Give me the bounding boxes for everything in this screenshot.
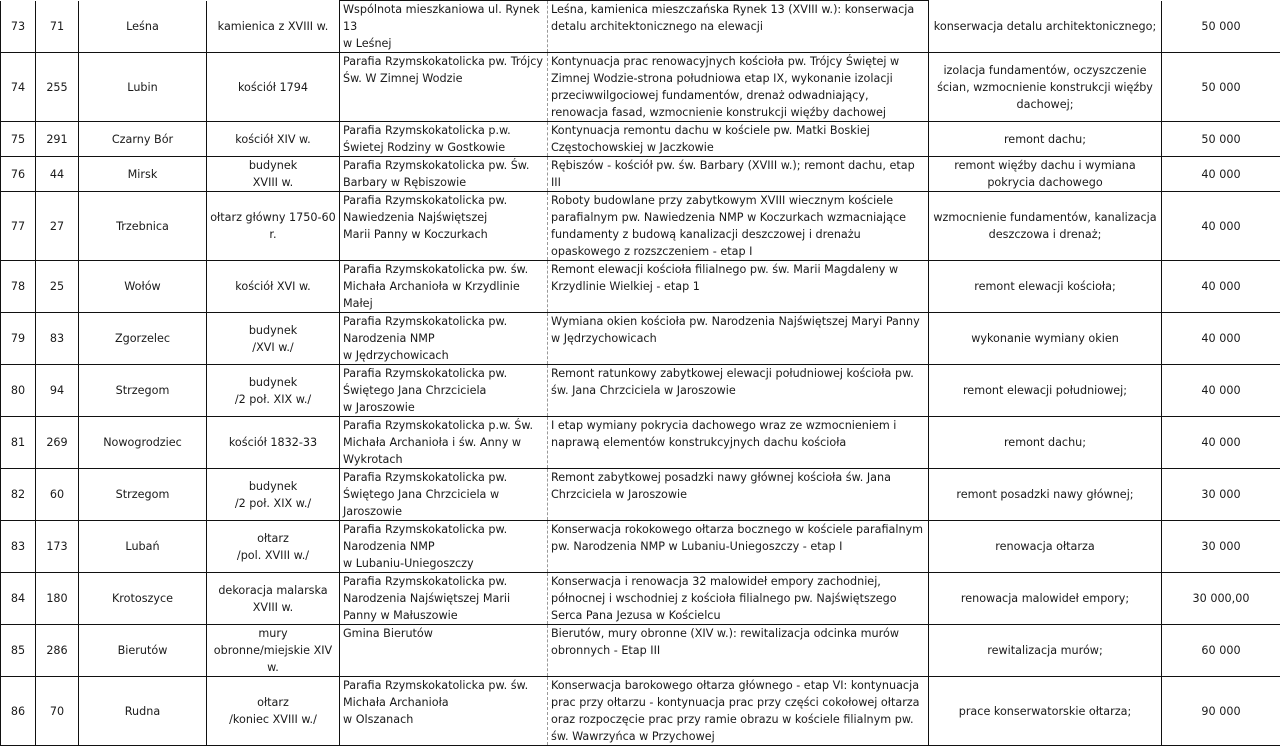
application-number: 269: [36, 417, 79, 469]
row-number: 82: [1, 469, 36, 521]
applicant: Parafia Rzymskokatolicka pw. Nawiedzenia Najświętszej Marii Panny w Koczurkach: [340, 192, 548, 261]
task: Kontynuacja remontu dachu w kościele pw. Matki Boskiej Częstochowskiej w Jaczkowie: [548, 122, 929, 157]
task: Wymiana okien kościoła pw. Narodzenia Najświętszej Maryi Panny w Jędrzychowicach: [548, 313, 929, 365]
scope: renowacja ołtarza: [929, 521, 1162, 573]
row-number: 83: [1, 521, 36, 573]
amount: 30 000,00: [1162, 573, 1280, 625]
locality: Strzegom: [79, 365, 207, 417]
amount: 40 000: [1162, 192, 1280, 261]
task: Rębiszów - kościół pw. św. Barbary (XVIII w.); remont dachu, etap III: [548, 157, 929, 192]
locality: Nowogrodziec: [79, 417, 207, 469]
locality: Mirsk: [79, 157, 207, 192]
application-number: 255: [36, 53, 79, 122]
object: ołtarz główny 1750-60 r.: [207, 192, 340, 261]
row-number: 84: [1, 573, 36, 625]
task: Konserwacja barokowego ołtarza głównego - etap VI: kontynuacja prac przy ołtarzu - kontynuacja prac przy części cokołowej ołtarza oraz rozpoczęcie prac przy ramie obrazu w kościele filialnym pw. św. Wawrzyńca w Przychowej: [548, 677, 929, 746]
applicant: Parafia Rzymskokatolicka pw. Narodzenia Najświętszej Marii Panny w Małuszowie: [340, 573, 548, 625]
amount: 90 000: [1162, 677, 1280, 746]
table-row: [1, 521, 1280, 573]
table-row: [1, 417, 1280, 469]
applicant: Parafia Rzymskokatolicka pw. Św. Barbary w Rębiszowie: [340, 157, 548, 192]
applicant: Parafia Rzymskokatolicka pw. Narodzenia NMP w Jędrzychowicach: [340, 313, 548, 365]
application-number: 70: [36, 677, 79, 746]
table-row: [1, 122, 1280, 157]
applicant: Parafia Rzymskokatolicka pw. Trójcy Św. W Zimnej Wodzie: [340, 53, 548, 122]
scope: remont dachu;: [929, 122, 1162, 157]
table-row: [1, 192, 1280, 261]
application-number: 44: [36, 157, 79, 192]
object: budynek /2 poł. XIX w./: [207, 469, 340, 521]
applicant: Parafia Rzymskokatolicka pw. św. Michała Archanioła w Krzydlinie Małej: [340, 261, 548, 313]
amount: 40 000: [1162, 261, 1280, 313]
locality: Wołów: [79, 261, 207, 313]
object: budynek XVIII w.: [207, 157, 340, 192]
scope: remont elewacji kościoła;: [929, 261, 1162, 313]
table-row: [1, 313, 1280, 365]
application-number: 173: [36, 521, 79, 573]
amount: 60 000: [1162, 625, 1280, 677]
amount: 30 000: [1162, 469, 1280, 521]
scope: remont więźby dachu i wymiana pokrycia dachowego: [929, 157, 1162, 192]
applicant: Parafia Rzymskokatolicka pw. św. Michała Archanioła w Olszanach: [340, 677, 548, 746]
amount: 40 000: [1162, 365, 1280, 417]
locality: Bierutów: [79, 625, 207, 677]
application-number: 83: [36, 313, 79, 365]
task: I etap wymiany pokrycia dachowego wraz ze wzmocnieniem i naprawą elementów konstrukcyjnych dachu kościoła: [548, 417, 929, 469]
object: mury obronne/miejskie XIV w.: [207, 625, 340, 677]
object: kamienica z XVIII w.: [207, 1, 340, 53]
task: Kontynuacja prac renowacyjnych kościoła pw. Trójcy Świętej w Zimnej Wodzie-strona południowa etap IX, wykonanie izolacji przeciwwilgociowej fundamentów, drenaż odwadniający, renowacja fasad, wzmocnienie konstrukcji więźby dachowej: [548, 53, 929, 122]
scope: remont dachu;: [929, 417, 1162, 469]
object: kościół XVI w.: [207, 261, 340, 313]
amount: 40 000: [1162, 417, 1280, 469]
row-number: 73: [1, 1, 36, 53]
amount: 40 000: [1162, 157, 1280, 192]
application-number: 180: [36, 573, 79, 625]
task: Konserwacja rokokowego ołtarza bocznego w kościele parafialnym pw. Narodzenia NMP w Lubaniu-Uniegoszczy - etap I: [548, 521, 929, 573]
task: Remont elewacji kościoła filialnego pw. św. Marii Magdaleny w Krzydlinie Wielkiej - etap 1: [548, 261, 929, 313]
table-body: [1, 1, 1280, 746]
locality: Lubin: [79, 53, 207, 122]
object: dekoracja malarska XVIII w.: [207, 573, 340, 625]
scope: remont elewacji południowej;: [929, 365, 1162, 417]
row-number: 75: [1, 122, 36, 157]
table-row: [1, 365, 1280, 417]
table-row: [1, 157, 1280, 192]
scope: remont posadzki nawy głównej;: [929, 469, 1162, 521]
row-number: 74: [1, 53, 36, 122]
amount: 40 000: [1162, 313, 1280, 365]
locality: Zgorzelec: [79, 313, 207, 365]
object: kościół 1832-33: [207, 417, 340, 469]
row-number: 80: [1, 365, 36, 417]
table-row: [1, 677, 1280, 746]
row-number: 78: [1, 261, 36, 313]
applicant: Parafia Rzymskokatolicka pw. Świętego Jana Chrzciciela w Jaroszowie: [340, 469, 548, 521]
object: ołtarz /pol. XVIII w./: [207, 521, 340, 573]
scope: konserwacja detalu architektonicznego;: [929, 1, 1162, 53]
locality: Krotoszyce: [79, 573, 207, 625]
task: Remont zabytkowej posadzki nawy głównej kościoła św. Jana Chrzciciela w Jaroszowie: [548, 469, 929, 521]
object: kościół 1794: [207, 53, 340, 122]
row-number: 77: [1, 192, 36, 261]
applicant: Parafia Rzymskokatolicka pw. Narodzenia NMP w Lubaniu-Uniegoszczy: [340, 521, 548, 573]
table-row: [1, 573, 1280, 625]
scope: renowacja malowideł empory;: [929, 573, 1162, 625]
row-number: 76: [1, 157, 36, 192]
scope: wzmocnienie fundamentów, kanalizacja deszczowa i drenaż;: [929, 192, 1162, 261]
object: budynek /2 poł. XIX w./: [207, 365, 340, 417]
table-row: [1, 625, 1280, 677]
scope: prace konserwatorskie ołtarza;: [929, 677, 1162, 746]
application-number: 286: [36, 625, 79, 677]
table-row: [1, 1, 1280, 53]
locality: Strzegom: [79, 469, 207, 521]
locality: Leśna: [79, 1, 207, 53]
task: Leśna, kamienica mieszczańska Rynek 13 (XVIII w.): konserwacja detalu architektonicznego na elewacji: [548, 1, 929, 53]
scope: wykonanie wymiany okien: [929, 313, 1162, 365]
application-number: 25: [36, 261, 79, 313]
scope: rewitalizacja murów;: [929, 625, 1162, 677]
row-number: 86: [1, 677, 36, 746]
applicant: Parafia Rzymskokatolicka p.w. Św. Michała Archanioła i św. Anny w Wykrotach: [340, 417, 548, 469]
application-number: 71: [36, 1, 79, 53]
application-number: 60: [36, 469, 79, 521]
row-number: 79: [1, 313, 36, 365]
applicant: Parafia Rzymskokatolicka pw. Świętego Jana Chrzciciela w Jaroszowie: [340, 365, 548, 417]
application-number: 94: [36, 365, 79, 417]
task: Roboty budowlane przy zabytkowym XVIII wiecznym kościele parafialnym pw. Nawiedzenia NMP w Koczurkach wzmacniające fundamenty z budową kanalizacji deszczowej i drenażu opaskowego z rozszczeniem - etap I: [548, 192, 929, 261]
locality: Czarny Bór: [79, 122, 207, 157]
object: budynek /XVI w./: [207, 313, 340, 365]
object: kościół XIV w.: [207, 122, 340, 157]
application-number: 27: [36, 192, 79, 261]
amount: 50 000: [1162, 53, 1280, 122]
applicant: Parafia Rzymskokatolicka p.w. Świetej Rodziny w Gostkowie: [340, 122, 548, 157]
amount: 50 000: [1162, 122, 1280, 157]
locality: Lubań: [79, 521, 207, 573]
amount: 50 000: [1162, 1, 1280, 53]
locality: Trzebnica: [79, 192, 207, 261]
applicant: Wspólnota mieszkaniowa ul. Rynek 13 w Leśnej: [340, 1, 548, 53]
table-row: [1, 261, 1280, 313]
task: Konserwacja i renowacja 32 malowideł empory zachodniej, północnej i wschodniej z kościoła filialnego pw. Najświętszego Serca Pana Jezusa w Kościelcu: [548, 573, 929, 625]
task: Bierutów, mury obronne (XIV w.): rewitalizacja odcinka murów obronnych - Etap III: [548, 625, 929, 677]
object: ołtarz /koniec XVIII w./: [207, 677, 340, 746]
scope: izolacja fundamentów, oczyszczenie ścian, wzmocnienie konstrukcji więźby dachowej;: [929, 53, 1162, 122]
applicant: Gmina Bierutów: [340, 625, 548, 677]
row-number: 81: [1, 417, 36, 469]
table-row: [1, 53, 1280, 122]
amount: 30 000: [1162, 521, 1280, 573]
locality: Rudna: [79, 677, 207, 746]
table-row: [1, 469, 1280, 521]
row-number: 85: [1, 625, 36, 677]
application-number: 291: [36, 122, 79, 157]
task: Remont ratunkowy zabytkowej elewacji południowej kościoła pw. św. Jana Chrzciciela w Jaroszowie: [548, 365, 929, 417]
